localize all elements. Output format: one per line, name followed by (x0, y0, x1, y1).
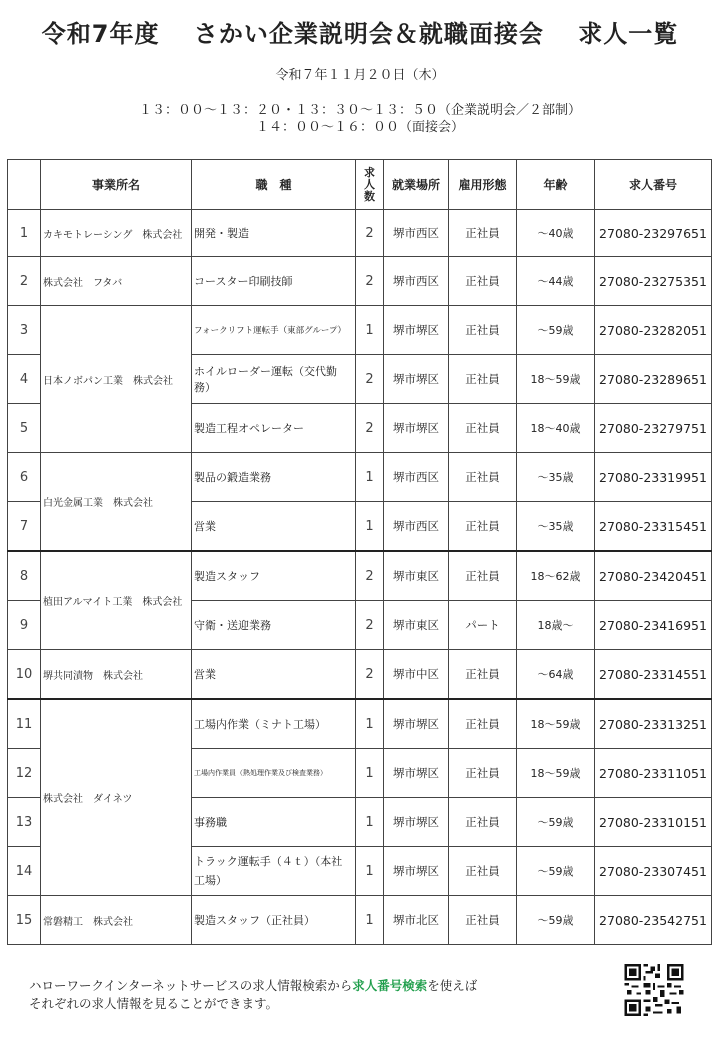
age-range: 18～40歳 (517, 404, 595, 453)
company-name: 堺共同漬物 株式会社 (41, 650, 192, 700)
header-count-char: 求 (364, 165, 375, 179)
header-count-char: 人 (364, 177, 375, 191)
footer-highlight: 求人番号検索 (352, 978, 428, 993)
age-range: 18～62歳 (517, 551, 595, 601)
header-company: 事業所名 (41, 160, 192, 210)
job-title: 製造工程オペレーター (192, 404, 356, 453)
job-title: 守衛・送迎業務 (192, 601, 356, 650)
work-location: 堺市東区 (384, 551, 449, 601)
table-row (8, 453, 712, 502)
openings-count: 2 (356, 650, 384, 700)
row-number: 5 (8, 404, 41, 453)
row-number: 1 (8, 210, 41, 257)
work-location: 堺市西区 (384, 257, 449, 306)
work-location: 堺市堺区 (384, 798, 449, 847)
openings-count: 1 (356, 306, 384, 355)
job-title: 営業 (192, 502, 356, 552)
work-location: 堺市中区 (384, 650, 449, 700)
row-number: 10 (8, 650, 41, 700)
time-line-briefing: １３：００～１３：２０・１３：３０～１３：５０（企業説明会／２部制） (138, 103, 581, 118)
header-age: 年齢 (517, 160, 595, 210)
work-location: 堺市西区 (384, 453, 449, 502)
job-number: 27080-23275351 (595, 257, 712, 306)
header-place: 就業場所 (384, 160, 449, 210)
job-title: コースター印刷技師 (192, 257, 356, 306)
age-range: 18～59歳 (517, 699, 595, 749)
age-range: ～40歳 (517, 210, 595, 257)
work-location: 堺市東区 (384, 601, 449, 650)
employment-type: パート (449, 601, 517, 650)
header-job: 職 種 (192, 160, 356, 210)
employment-type: 正社員 (449, 404, 517, 453)
openings-count: 1 (356, 699, 384, 749)
openings-count: 1 (356, 896, 384, 945)
company-name: 白光金属工業 株式会社 (41, 453, 192, 552)
job-title: 製造スタッフ（正社員） (192, 896, 356, 945)
job-title: トラック運転手（４ｔ）（本社工場） (192, 847, 356, 896)
job-title: 開発・製造 (192, 210, 356, 257)
job-number: 27080-23313251 (595, 699, 712, 749)
job-number: 27080-23314551 (595, 650, 712, 700)
job-listing-table (7, 159, 712, 945)
row-number: 8 (8, 551, 41, 601)
footer-note (29, 977, 477, 1013)
work-location: 堺市堺区 (384, 355, 449, 404)
company-name: 日本ノボパン工業 株式会社 (41, 306, 192, 453)
employment-type: 正社員 (449, 650, 517, 700)
employment-type: 正社員 (449, 699, 517, 749)
event-times (0, 102, 720, 136)
openings-count: 2 (356, 257, 384, 306)
job-number: 27080-23420451 (595, 551, 712, 601)
job-number: 27080-23279751 (595, 404, 712, 453)
table-row (8, 551, 712, 601)
header-no (8, 160, 41, 210)
work-location: 堺市堺区 (384, 699, 449, 749)
footer-text-post: を使えば (427, 978, 478, 993)
table-row (8, 650, 712, 700)
header-employment: 雇用形態 (449, 160, 517, 210)
company-name: カキモトレーシング 株式会社 (41, 210, 192, 257)
age-range: ～35歳 (517, 453, 595, 502)
job-title: 事務職 (192, 798, 356, 847)
company-name: 株式会社 ダイネツ (41, 699, 192, 896)
openings-count: 2 (356, 355, 384, 404)
table-row (8, 699, 712, 749)
openings-count: 2 (356, 601, 384, 650)
openings-count: 1 (356, 749, 384, 798)
row-number: 13 (8, 798, 41, 847)
work-location: 堺市堺区 (384, 306, 449, 355)
header-count-char: 数 (364, 189, 375, 203)
employment-type: 正社員 (449, 896, 517, 945)
job-number: 27080-23307451 (595, 847, 712, 896)
job-number: 27080-23289651 (595, 355, 712, 404)
job-title: 工場内作業（ミナト工場） (192, 699, 356, 749)
age-range: ～59歳 (517, 896, 595, 945)
work-location: 堺市堺区 (384, 847, 449, 896)
job-number: 27080-23542751 (595, 896, 712, 945)
age-range: 18歳～ (517, 601, 595, 650)
openings-count: 2 (356, 551, 384, 601)
footer-text-pre: ハローワークインターネットサービスの求人情報検索から (29, 978, 353, 993)
job-number: 27080-23311051 (595, 749, 712, 798)
company-name: 植田アルマイト工業 株式会社 (41, 551, 192, 650)
row-number: 7 (8, 502, 41, 552)
employment-type: 正社員 (449, 257, 517, 306)
event-date: 令和７年１１月２０日（木） (275, 68, 445, 83)
openings-count: 1 (356, 453, 384, 502)
row-number: 12 (8, 749, 41, 798)
qr-code-icon[interactable] (624, 964, 684, 1016)
openings-count: 1 (356, 502, 384, 552)
openings-count: 2 (356, 404, 384, 453)
page-title: 令和7年度 さかい企業説明会＆就職面接会 求人一覧 (41, 20, 679, 48)
table-row (8, 306, 712, 355)
age-range: ～59歳 (517, 847, 595, 896)
employment-type: 正社員 (449, 798, 517, 847)
time-line-interview: １４：００～１６：００（面接会） (255, 120, 464, 135)
job-number: 27080-23416951 (595, 601, 712, 650)
job-number: 27080-23319951 (595, 453, 712, 502)
work-location: 堺市北区 (384, 896, 449, 945)
employment-type: 正社員 (449, 551, 517, 601)
openings-count: 1 (356, 798, 384, 847)
job-title: フォークリフト運転手（東部グループ） (192, 306, 356, 355)
employment-type: 正社員 (449, 502, 517, 552)
table-row (8, 896, 712, 945)
openings-count: 1 (356, 847, 384, 896)
work-location: 堺市堺区 (384, 749, 449, 798)
job-title: 営業 (192, 650, 356, 700)
work-location: 堺市西区 (384, 502, 449, 552)
row-number: 11 (8, 699, 41, 749)
work-location: 堺市堺区 (384, 404, 449, 453)
openings-count: 2 (356, 210, 384, 257)
header-count-text (356, 167, 383, 203)
row-number: 4 (8, 355, 41, 404)
employment-type: 正社員 (449, 749, 517, 798)
table-row (8, 257, 712, 306)
age-range: 18～59歳 (517, 355, 595, 404)
age-range: ～64歳 (517, 650, 595, 700)
row-number: 6 (8, 453, 41, 502)
company-name: 株式会社 フタバ (41, 257, 192, 306)
work-location: 堺市西区 (384, 210, 449, 257)
company-name: 常磐精工 株式会社 (41, 896, 192, 945)
row-number: 14 (8, 847, 41, 896)
table-row (8, 210, 712, 257)
footer-line-2: それぞれの求人情報を見ることができます。 (29, 996, 279, 1011)
job-title: 製造スタッフ (192, 551, 356, 601)
row-number: 15 (8, 896, 41, 945)
job-number: 27080-23310151 (595, 798, 712, 847)
employment-type: 正社員 (449, 306, 517, 355)
job-title: 製品の鍛造業務 (192, 453, 356, 502)
job-title: ホイルローダー運転（交代勤務） (192, 355, 356, 404)
age-range: ～59歳 (517, 798, 595, 847)
job-number: 27080-23282051 (595, 306, 712, 355)
age-range: ～59歳 (517, 306, 595, 355)
employment-type: 正社員 (449, 355, 517, 404)
table-header-row (8, 160, 712, 210)
footer-line-1 (29, 977, 477, 995)
employment-type: 正社員 (449, 847, 517, 896)
row-number: 2 (8, 257, 41, 306)
row-number: 3 (8, 306, 41, 355)
job-number: 27080-23315451 (595, 502, 712, 552)
row-number: 9 (8, 601, 41, 650)
age-range: 18～59歳 (517, 749, 595, 798)
employment-type: 正社員 (449, 210, 517, 257)
job-title: 工場内作業員（熱処理作業及び検査業務） (192, 749, 356, 798)
header-number: 求人番号 (595, 160, 712, 210)
age-range: ～35歳 (517, 502, 595, 552)
employment-type: 正社員 (449, 453, 517, 502)
job-number: 27080-23297651 (595, 210, 712, 257)
header-count (356, 160, 384, 210)
age-range: ～44歳 (517, 257, 595, 306)
